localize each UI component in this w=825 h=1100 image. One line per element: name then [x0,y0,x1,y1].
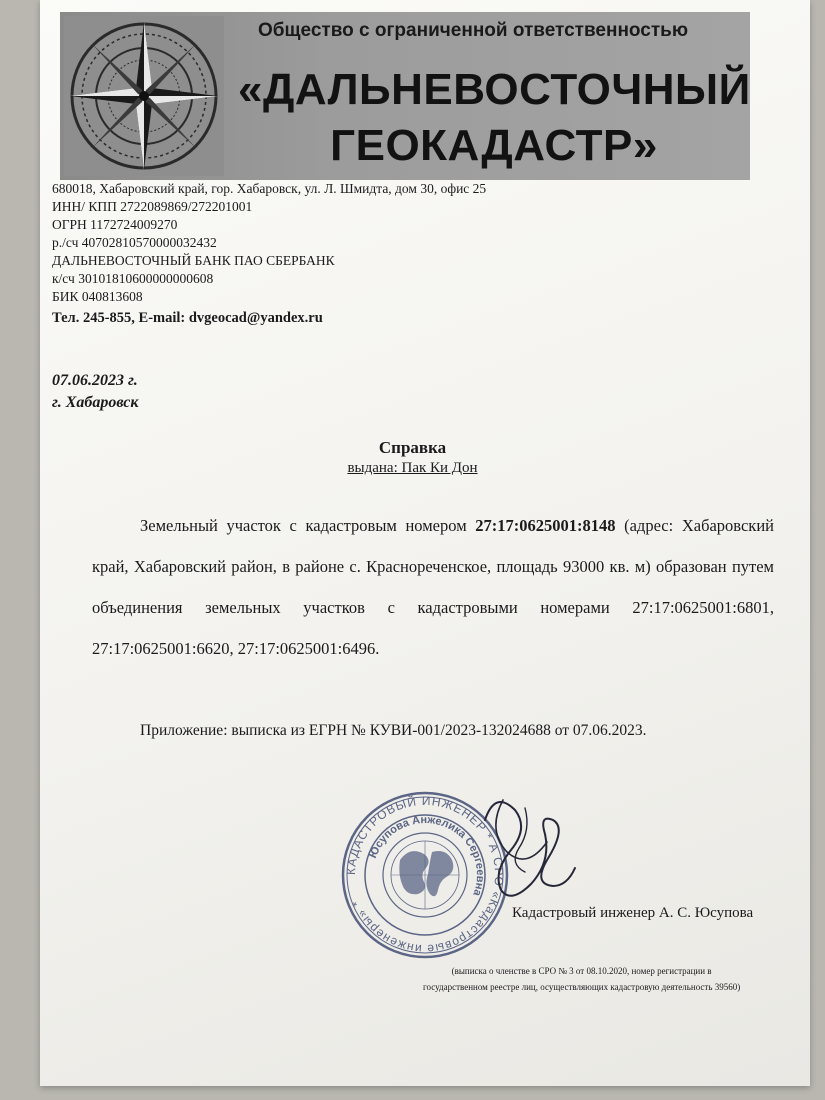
handwritten-signature-icon [455,780,585,910]
settlement-account: р./сч 40702810570000032432 [52,235,217,250]
issued-to [0,460,825,477]
correspondent-account: к/сч 30101810600000000608 [52,271,214,286]
seal-outer-text: КАДАСТРОВЫЙ ИНЖЕНЕР * А СРО «Кадастровые инженеры» * [343,793,507,957]
cadastral-number: 27:17:0625001:8148 [475,516,616,535]
document-title: Справка [378,438,447,457]
note-line-1: (выписка о членстве в СРО № 3 от 08.10.2020, номер регистрации в [451,966,712,976]
contacts: Тел. 245-855, E-mail: dvgeocad@yandex.ru [52,310,323,326]
body-rest: (адрес: Хабаровский край, Хабаровский район, в районе с. Краснореченское, площадь 93000 кв. м) образован путем объединения земельных участков с кадастровыми номерами 27:17:0625001:6801, 27:17:0625001:6620, 27:17:0625001:6496. [92,516,774,658]
body-start: Земельный участок с кадастровым номером [140,516,476,535]
document-city: г. Хабаровск [52,394,139,411]
certificate-body [92,505,774,669]
attachment-note: Приложение: выписка из ЕГРН № КУВИ-001/2023-132024688 от 07.06.2023. [140,722,647,739]
bank-name: ДАЛЬНЕВОСТОЧНЫЙ БАНК ПАО СБЕРБАНК [52,253,335,268]
document-date: 07.06.2023 г. [52,372,138,389]
bik: БИК 040813608 [52,289,143,304]
note-line-2: государственном реестре лиц, осуществляющих кадастровую деятельность 39560) [423,982,741,992]
sro-membership-note [423,963,740,995]
inn-kpp: ИНН/ КПП 2722089869/272201001 [52,199,253,214]
ogrn: ОГРН 1172724009270 [52,217,178,232]
seal-inner-text: Юсупова Анжелика Сергеевна [367,813,487,898]
organization-type: Общество с ограниченной ответственностью [258,20,689,41]
date-place [52,370,139,414]
company-address: 680018, Хабаровский край, гор. Хабаровск, ул. Л. Шмидта, дом 30, офис 25 [52,181,487,196]
organization-name-line-2: ГЕОКАДАСТР» [330,121,658,170]
issued-to-text: выдана: Пак Ки Дон [347,460,478,476]
organization-name-line-1: «ДАЛЬНЕВОСТОЧНЫЙ [238,65,751,114]
company-requisites [52,180,486,327]
compass-rose-icon [64,16,224,176]
organization-name [238,62,750,174]
engineer-signature-line: Кадастровый инженер А. С. Юсупова [512,905,754,921]
